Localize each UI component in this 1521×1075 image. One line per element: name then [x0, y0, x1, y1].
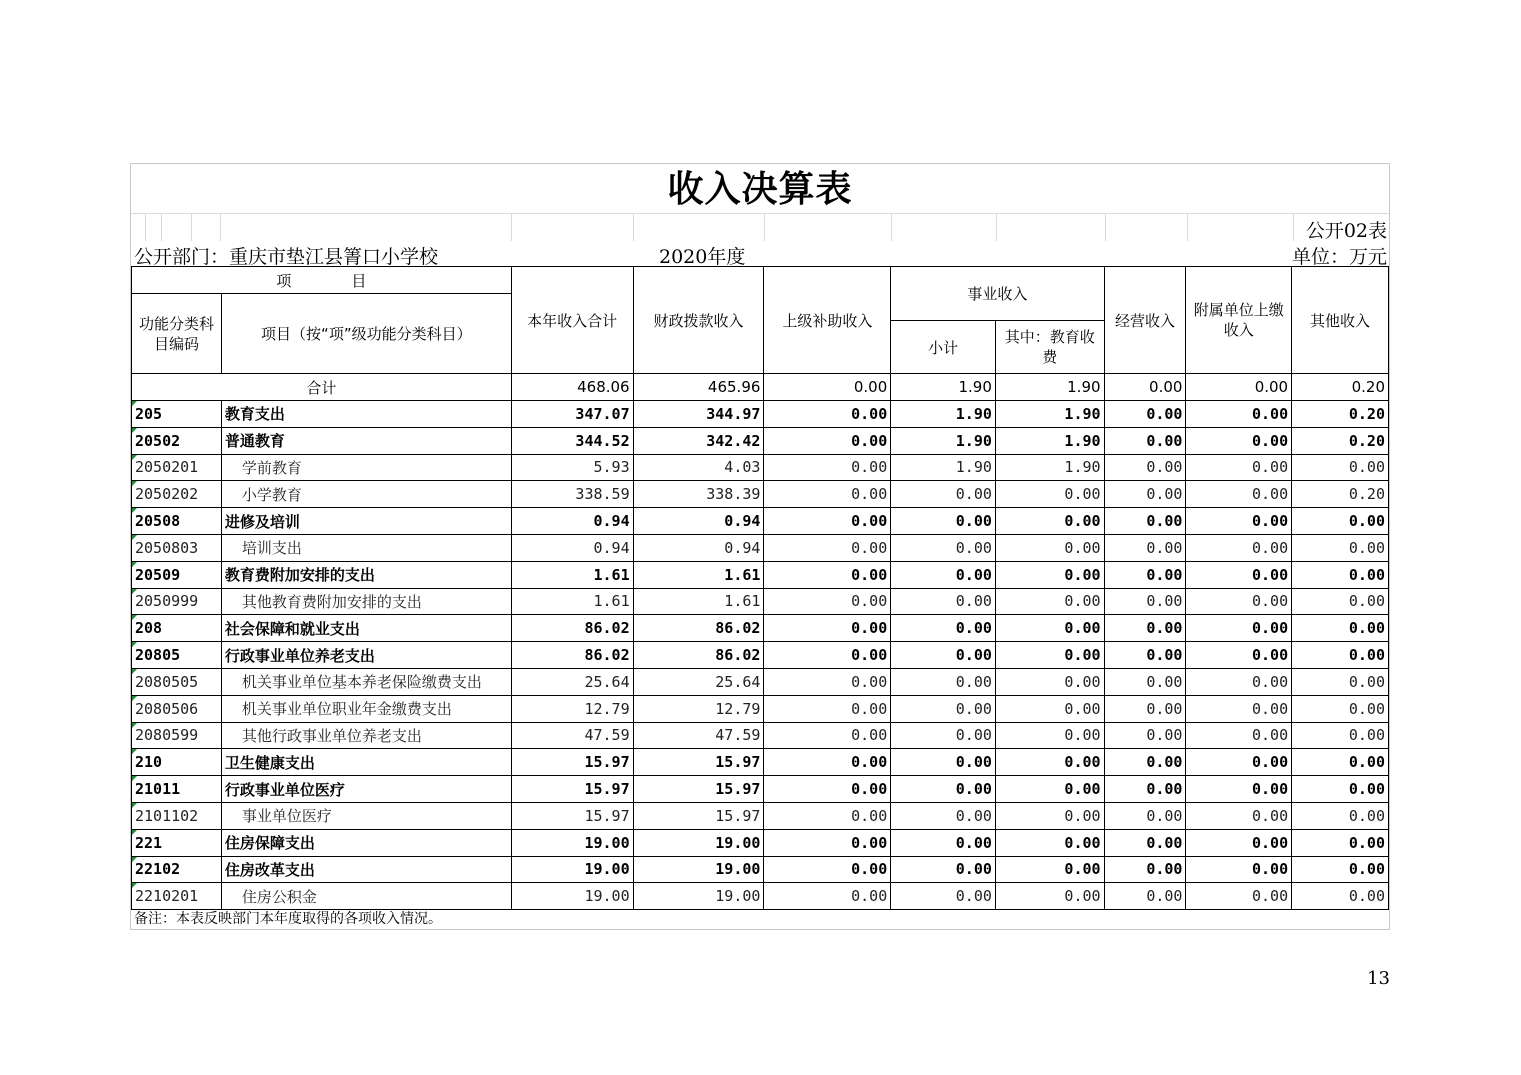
total-cell: 1.90	[891, 374, 996, 401]
row-value: 0.00	[1292, 776, 1389, 803]
row-code: 2050201	[132, 454, 222, 481]
row-name: 进修及培训	[221, 508, 511, 535]
row-value: 15.97	[633, 776, 764, 803]
header-name: 项目（按“项”级功能分类科目）	[221, 294, 511, 374]
row-value: 15.97	[511, 749, 633, 776]
table-row	[132, 588, 1389, 615]
row-value: 0.00	[995, 856, 1104, 883]
gridline	[891, 214, 892, 241]
row-value: 0.00	[1186, 776, 1292, 803]
total-cell: 1.90	[995, 374, 1104, 401]
row-value: 0.00	[1186, 427, 1292, 454]
row-value: 0.00	[764, 802, 891, 829]
row-value: 0.00	[1292, 829, 1389, 856]
row-value: 0.20	[1292, 401, 1389, 428]
row-name: 学前教育	[221, 454, 511, 481]
row-name: 社会保障和就业支出	[221, 615, 511, 642]
row-value: 12.79	[633, 695, 764, 722]
row-code: 2080505	[132, 668, 222, 695]
row-code: 2101102	[132, 802, 222, 829]
row-value: 86.02	[633, 642, 764, 669]
row-value: 0.00	[1186, 883, 1292, 910]
row-value: 0.00	[1292, 695, 1389, 722]
row-value: 0.00	[1104, 749, 1186, 776]
row-value: 1.90	[995, 427, 1104, 454]
row-name: 教育费附加安排的支出	[221, 561, 511, 588]
row-name: 培训支出	[221, 534, 511, 561]
row-value: 0.00	[1292, 588, 1389, 615]
gridline	[145, 214, 146, 241]
row-value: 344.97	[633, 401, 764, 428]
row-code: 221	[132, 829, 222, 856]
header-upper-subsidy: 上级补助收入	[764, 267, 891, 374]
row-value: 0.00	[995, 802, 1104, 829]
row-name: 事业单位医疗	[221, 802, 511, 829]
row-name: 住房保障支出	[221, 829, 511, 856]
row-value: 25.64	[633, 668, 764, 695]
row-value: 1.90	[995, 401, 1104, 428]
row-value: 4.03	[633, 454, 764, 481]
row-value: 0.00	[1186, 856, 1292, 883]
row-value: 0.00	[891, 883, 996, 910]
row-name: 机关事业单位职业年金缴费支出	[221, 695, 511, 722]
row-value: 5.93	[511, 454, 633, 481]
row-value: 0.00	[764, 481, 891, 508]
row-code: 208	[132, 615, 222, 642]
row-value: 1.90	[891, 427, 996, 454]
row-value: 0.00	[764, 668, 891, 695]
row-value: 0.00	[764, 722, 891, 749]
row-value: 0.00	[891, 642, 996, 669]
row-value: 0.00	[1292, 534, 1389, 561]
row-value: 0.00	[1292, 802, 1389, 829]
row-value: 0.00	[891, 561, 996, 588]
table-row	[132, 722, 1389, 749]
row-value: 47.59	[511, 722, 633, 749]
row-code: 20502	[132, 427, 222, 454]
row-value: 0.94	[511, 508, 633, 535]
table-row	[132, 481, 1389, 508]
row-value: 1.90	[891, 454, 996, 481]
row-value: 0.00	[1104, 401, 1186, 428]
row-value: 19.00	[633, 856, 764, 883]
row-value: 0.00	[891, 722, 996, 749]
row-value: 0.00	[1292, 561, 1389, 588]
row-value: 0.00	[995, 508, 1104, 535]
table-row	[132, 508, 1389, 535]
header-row-1	[132, 267, 1389, 294]
row-value: 0.00	[1186, 668, 1292, 695]
row-value: 0.00	[1186, 588, 1292, 615]
row-code: 205	[132, 401, 222, 428]
row-value: 0.00	[891, 776, 996, 803]
row-value: 1.90	[995, 454, 1104, 481]
row-value: 12.79	[511, 695, 633, 722]
row-value: 86.02	[633, 615, 764, 642]
row-code: 210	[132, 749, 222, 776]
form-number: 公开02表	[1305, 220, 1387, 242]
row-value: 1.90	[891, 401, 996, 428]
row-value: 15.97	[511, 776, 633, 803]
row-value: 0.00	[764, 829, 891, 856]
table-row	[132, 829, 1389, 856]
row-value: 0.00	[1104, 561, 1186, 588]
row-value: 0.00	[764, 427, 891, 454]
row-value: 0.00	[891, 481, 996, 508]
gridline	[511, 214, 512, 241]
row-value: 0.00	[995, 481, 1104, 508]
row-value: 0.94	[633, 508, 764, 535]
header-fiscal: 财政拨款收入	[633, 267, 764, 374]
department-label: 公开部门：重庆市垫江县箐口小学校	[134, 246, 439, 268]
row-value: 0.00	[764, 561, 891, 588]
row-value: 0.00	[1186, 615, 1292, 642]
table-row	[132, 454, 1389, 481]
row-value: 0.00	[1186, 642, 1292, 669]
row-value: 25.64	[511, 668, 633, 695]
row-name: 普通教育	[221, 427, 511, 454]
row-value: 0.00	[1104, 508, 1186, 535]
total-label: 合计	[132, 374, 512, 401]
row-value: 0.00	[995, 695, 1104, 722]
row-value: 0.00	[1186, 749, 1292, 776]
row-value: 19.00	[511, 829, 633, 856]
row-code: 2210201	[132, 883, 222, 910]
row-value: 0.00	[995, 534, 1104, 561]
row-value: 0.20	[1292, 427, 1389, 454]
row-value: 86.02	[511, 615, 633, 642]
row-value: 0.00	[1186, 802, 1292, 829]
table-row	[132, 534, 1389, 561]
header-code: 功能分类科目编码	[132, 294, 222, 374]
row-value: 0.00	[764, 749, 891, 776]
row-value: 0.00	[1186, 534, 1292, 561]
header-operating: 经营收入	[1104, 267, 1186, 374]
row-value: 0.00	[891, 749, 996, 776]
row-value: 1.61	[633, 561, 764, 588]
row-value: 47.59	[633, 722, 764, 749]
row-value: 0.00	[1104, 695, 1186, 722]
row-value: 19.00	[633, 883, 764, 910]
row-value: 0.94	[511, 534, 633, 561]
row-name: 机关事业单位基本养老保险缴费支出	[221, 668, 511, 695]
row-value: 0.00	[1186, 454, 1292, 481]
row-value: 0.00	[1104, 829, 1186, 856]
table-row	[132, 856, 1389, 883]
row-value: 0.00	[1186, 722, 1292, 749]
page-number: 13	[1367, 968, 1390, 989]
row-value: 1.61	[511, 561, 633, 588]
income-statement-sheet	[130, 163, 1390, 930]
row-code: 2050999	[132, 588, 222, 615]
row-value: 0.00	[1104, 481, 1186, 508]
table-row	[132, 615, 1389, 642]
row-value: 338.59	[511, 481, 633, 508]
table-row	[132, 802, 1389, 829]
header-other: 其他收入	[1292, 267, 1389, 374]
row-value: 0.00	[1186, 401, 1292, 428]
row-value: 15.97	[511, 802, 633, 829]
row-value: 0.00	[764, 534, 891, 561]
table-row	[132, 695, 1389, 722]
row-value: 0.00	[764, 401, 891, 428]
row-value: 0.00	[1186, 481, 1292, 508]
total-cell: 0.00	[1186, 374, 1292, 401]
header-total: 本年收入合计	[511, 267, 633, 374]
row-value: 0.00	[995, 588, 1104, 615]
header-affiliate: 附属单位上缴收入	[1186, 267, 1292, 374]
table-row	[132, 883, 1389, 910]
row-code: 2050202	[132, 481, 222, 508]
row-value: 0.00	[1104, 454, 1186, 481]
table-row	[132, 776, 1389, 803]
row-value: 0.00	[1104, 427, 1186, 454]
row-code: 20509	[132, 561, 222, 588]
row-value: 344.52	[511, 427, 633, 454]
row-value: 0.00	[1292, 749, 1389, 776]
total-cell: 0.00	[1104, 374, 1186, 401]
gridline	[1293, 214, 1294, 241]
row-value: 0.00	[764, 454, 891, 481]
gridline	[1187, 214, 1188, 241]
row-value: 0.00	[764, 508, 891, 535]
row-value: 0.00	[1292, 508, 1389, 535]
row-value: 0.00	[891, 802, 996, 829]
row-value: 0.00	[1104, 668, 1186, 695]
row-value: 0.00	[1104, 588, 1186, 615]
row-code: 20805	[132, 642, 222, 669]
table-row	[132, 642, 1389, 669]
row-value: 0.00	[1292, 668, 1389, 695]
row-value: 342.42	[633, 427, 764, 454]
row-name: 卫生健康支出	[221, 749, 511, 776]
row-value: 0.00	[1104, 642, 1186, 669]
gridline	[633, 214, 634, 241]
row-value: 0.00	[1292, 454, 1389, 481]
row-value: 0.00	[1104, 722, 1186, 749]
row-value: 0.00	[1292, 883, 1389, 910]
row-name: 住房改革支出	[221, 856, 511, 883]
total-cell: 0.00	[764, 374, 891, 401]
header-subtotal: 小计	[891, 321, 996, 374]
row-value: 338.39	[633, 481, 764, 508]
row-code: 21011	[132, 776, 222, 803]
row-code: 2080599	[132, 722, 222, 749]
row-value: 0.00	[1104, 883, 1186, 910]
row-value: 0.00	[891, 508, 996, 535]
row-name: 住房公积金	[221, 883, 511, 910]
row-value: 1.61	[511, 588, 633, 615]
header-edu-fee: 其中：教育收费	[995, 321, 1104, 374]
row-value: 0.00	[995, 883, 1104, 910]
row-value: 0.00	[995, 776, 1104, 803]
income-table	[131, 266, 1389, 910]
row-value: 19.00	[511, 883, 633, 910]
row-value: 0.00	[891, 534, 996, 561]
header-item: 项 目	[132, 267, 512, 294]
row-name: 小学教育	[221, 481, 511, 508]
row-value: 0.00	[1186, 561, 1292, 588]
row-name: 行政事业单位医疗	[221, 776, 511, 803]
row-value: 0.00	[1186, 695, 1292, 722]
row-code: 2080506	[132, 695, 222, 722]
row-code: 20508	[132, 508, 222, 535]
gridline	[996, 214, 997, 241]
row-value: 86.02	[511, 642, 633, 669]
row-value: 0.00	[995, 615, 1104, 642]
row-name: 其他行政事业单位养老支出	[221, 722, 511, 749]
row-value: 0.00	[1104, 856, 1186, 883]
total-cell: 0.20	[1292, 374, 1389, 401]
row-value: 0.00	[764, 776, 891, 803]
row-value: 0.00	[1186, 829, 1292, 856]
row-value: 0.00	[764, 856, 891, 883]
title-divider	[131, 213, 1389, 214]
gridline	[161, 214, 162, 241]
row-value: 0.00	[764, 883, 891, 910]
row-value: 0.00	[764, 695, 891, 722]
fiscal-year: 2020年度	[659, 246, 746, 268]
gridline	[220, 214, 221, 241]
row-name: 行政事业单位养老支出	[221, 642, 511, 669]
row-name: 其他教育费附加安排的支出	[221, 588, 511, 615]
page-title: 收入决算表	[667, 169, 853, 210]
row-value: 19.00	[633, 829, 764, 856]
row-value: 0.00	[891, 856, 996, 883]
row-value: 0.00	[891, 588, 996, 615]
row-value: 0.00	[1104, 615, 1186, 642]
table-row	[132, 401, 1389, 428]
row-value: 0.00	[1104, 534, 1186, 561]
gridline	[191, 214, 192, 241]
table-row	[132, 668, 1389, 695]
row-value: 0.00	[891, 829, 996, 856]
row-value: 0.00	[764, 615, 891, 642]
row-value: 15.97	[633, 802, 764, 829]
table-body	[132, 401, 1389, 910]
header-business-income: 事业收入	[891, 267, 1104, 321]
total-cell: 468.06	[511, 374, 633, 401]
total-cell: 465.96	[633, 374, 764, 401]
row-value: 0.00	[891, 695, 996, 722]
table-row	[132, 427, 1389, 454]
table-row	[132, 561, 1389, 588]
row-name: 教育支出	[221, 401, 511, 428]
row-value: 0.00	[891, 668, 996, 695]
row-value: 0.00	[995, 722, 1104, 749]
row-value: 0.00	[1186, 508, 1292, 535]
row-value: 15.97	[633, 749, 764, 776]
gridline	[1105, 214, 1106, 241]
row-value: 1.61	[633, 588, 764, 615]
gridline	[764, 214, 765, 241]
row-value: 0.00	[1292, 642, 1389, 669]
row-code: 2050803	[132, 534, 222, 561]
row-value: 0.00	[1292, 615, 1389, 642]
row-value: 0.20	[1292, 481, 1389, 508]
unit-label: 单位：万元	[1291, 246, 1387, 268]
row-value: 0.00	[995, 668, 1104, 695]
row-value: 0.00	[1292, 722, 1389, 749]
footnote: 备注：本表反映部门本年度取得的各项收入情况。	[134, 911, 442, 927]
row-value: 0.00	[1292, 856, 1389, 883]
total-row	[132, 374, 1389, 401]
row-value: 0.00	[995, 749, 1104, 776]
row-value: 0.00	[995, 829, 1104, 856]
row-value: 0.00	[764, 588, 891, 615]
row-code: 22102	[132, 856, 222, 883]
row-value: 19.00	[511, 856, 633, 883]
table-row	[132, 749, 1389, 776]
row-value: 0.00	[995, 561, 1104, 588]
row-value: 0.94	[633, 534, 764, 561]
row-value: 0.00	[1104, 802, 1186, 829]
row-value: 0.00	[1104, 776, 1186, 803]
row-value: 0.00	[891, 615, 996, 642]
row-value: 0.00	[764, 642, 891, 669]
row-value: 347.07	[511, 401, 633, 428]
row-value: 0.00	[995, 642, 1104, 669]
